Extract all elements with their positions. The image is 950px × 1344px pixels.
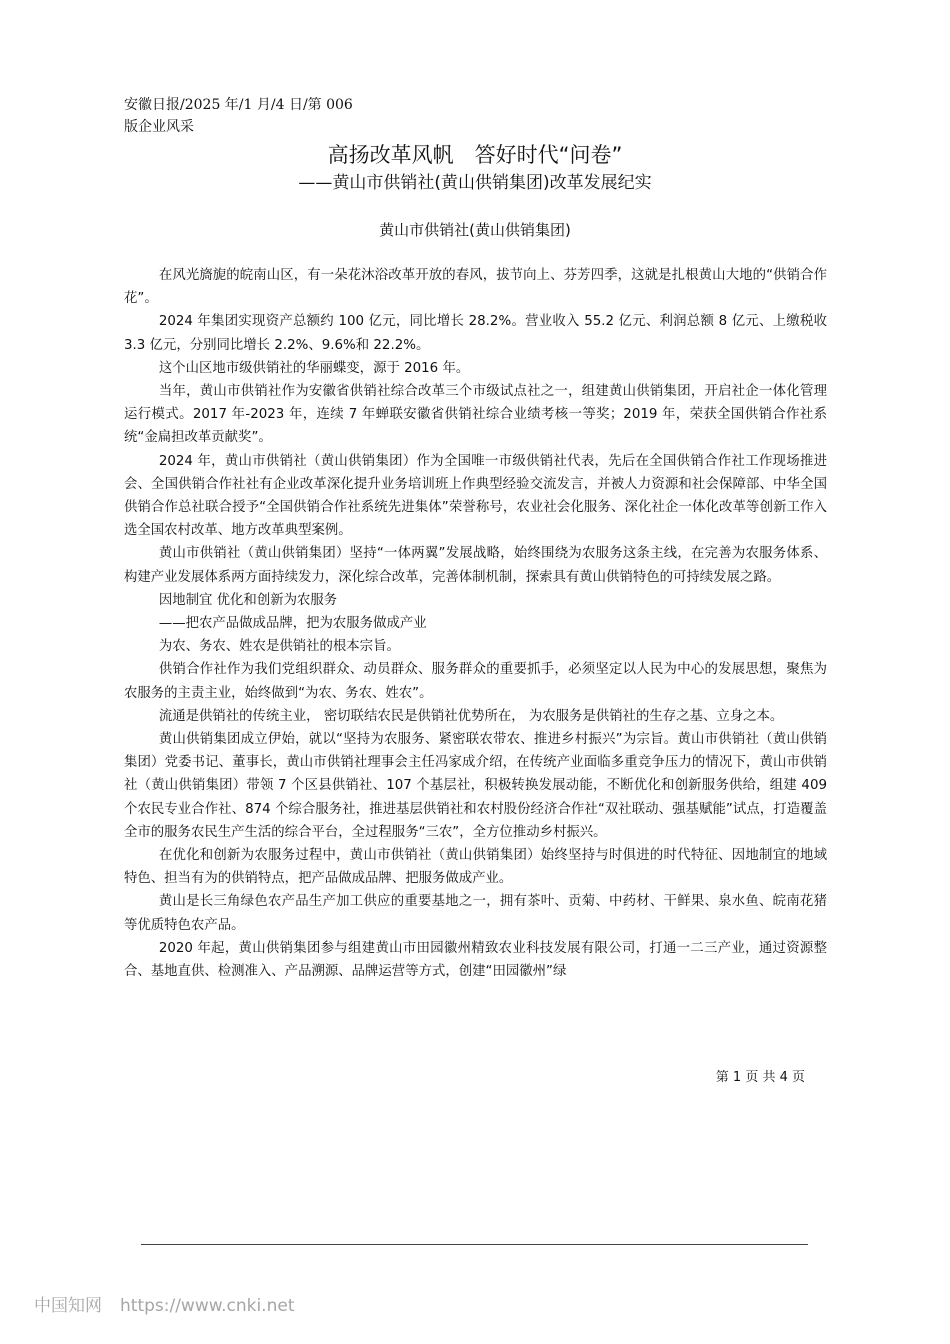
paragraph: 在风光旖旎的皖南山区，有一朵花沐浴改革开放的春风，拔节向上、芬芳四季，这就是扎根黄山大地的“供销合作花”。 <box>124 268 827 307</box>
source-line-1: 安徽日报/2025 年/1 月/4 日/第 006 <box>124 97 353 113</box>
paragraph: 2020 年起，黄山供销集团参与组建黄山市田园徽州精致农业科技发展有限公司，打通一二三产业，通过资源整合、基地直供、检测准入、产品溯源、品牌运营等方式，创建“田园徽州”绿 <box>124 940 827 980</box>
paragraph: 供销合作社作为我们党组织群众、动员群众、服务群众的重要抓手，必须坚定以人民为中心的发展思想，聚焦为农服务的主责主业，始终做到“为农、务农、姓农”。 <box>124 662 827 701</box>
watermark-url[interactable]: https://www.cnki.net <box>120 1296 295 1316</box>
footer-divider <box>141 1244 808 1245</box>
paragraph: 黄山市供销社（黄山供销集团）坚持“一体两翼”发展战略，始终围绕为农服务这条主线，在完善为农服务体系、构建产业发展体系两方面持续发力，深化综合改革，完善体制机制，探索具有黄山供销特色的可持续发展之路。 <box>124 546 827 585</box>
watermark-name: 中国知网 <box>34 1296 102 1316</box>
paragraph: 在优化和创新为农服务过程中，黄山市供销社（黄山供销集团）始终坚持与时俱进的时代特征、因地制宜的地域特色、担当有为的供销特点，把产品做成品牌、把服务做成产业。 <box>124 848 827 887</box>
paragraph: 这个山区地市级供销社的华丽蝶变，源于 2016 年。 <box>158 360 470 376</box>
source-citation <box>124 94 384 138</box>
source-line-2: 版企业风采 <box>124 119 194 135</box>
page-number: 第 1 页 共 4 页 <box>715 1070 805 1085</box>
paragraph: 当年，黄山市供销社作为安徽省供销社综合改革三个市级试点社之一，组建黄山供销集团，开启社企一体化管理运行模式。2017 年-2023 年，连续 7 年蝉联安徽省供销社综合业绩考核一等奖；2019 年，荣获全国供销合作社系统“金扁担改革贡献奖”。 <box>124 384 827 446</box>
article-body <box>124 264 827 983</box>
cnki-watermark <box>34 1294 294 1318</box>
paragraph: 为农、务农、姓农是供销社的根本宗旨。 <box>158 639 400 655</box>
article-author: 黄山市供销社(黄山供销集团) <box>379 221 571 239</box>
paragraph: 黄山供销集团成立伊始，就以“坚持为农服务、紧密联农带农、推进乡村振兴”为宗旨。黄山市供销社（黄山供销集团）党委书记、董事长，黄山市供销社理事会主任冯家成介绍，在传统产业面临多重竞争压力的情况下，黄山市供销社（黄山供销集团）带领 7 个区县供销社、107 个基层社，积极转换发展动能，不断优化和创新服务供给，组建 409 个农民专业合作社、874 个综合服务社，推进基层供销社和农村股份经济合作社“双社联动、强基赋能”试点，打造覆盖全市的服务农民生产生活的综合平台，全过程服务“三农”，全方位推动乡村振兴。 <box>124 732 827 840</box>
section-subheading: ——把农产品做成品牌，把为农服务做成产业 <box>158 616 427 632</box>
article-title: 高扬改革风帆 答好时代“问卷” <box>327 143 623 167</box>
paragraph: 2024 年集团实现资产总额约 100 亿元，同比增长 28.2%。营业收入 55.2 亿元、利润总额 8 亿元、上缴税收 3.3 亿元，分别同比增长 2.2%、9.6%和 22.2%。 <box>124 314 827 353</box>
section-heading: 因地制宜 优化和创新为农服务 <box>158 592 338 608</box>
paragraph: 流通是供销社的传统主业， 密切联结农民是供销社优势所在， 为农服务是供销社的生存之基、立身之本。 <box>158 708 784 724</box>
paragraph: 2024 年，黄山市供销社（黄山供销集团）作为全国唯一市级供销社代表，先后在全国供销合作社工作现场推进会、全国供销合作社社有企业改革深化提升业务培训班上作典型经验交流发言，并被人力资源和社会保障部、中华全国供销合作总社联合授予“全国供销合作社系统先进集体”荣誉称号，农业社会化服务、深化社企一体化改革等创新工作入选全国农村改革、地方改革典型案例。 <box>124 453 827 539</box>
article-subtitle: ——黄山市供销社(黄山供销集团)改革发展纪实 <box>298 173 652 193</box>
paragraph: 黄山是长三角绿色农产品生产加工供应的重要基地之一，拥有茶叶、贡菊、中药材、干鲜果、泉水鱼、皖南花猪等优质特色农产品。 <box>124 894 827 933</box>
